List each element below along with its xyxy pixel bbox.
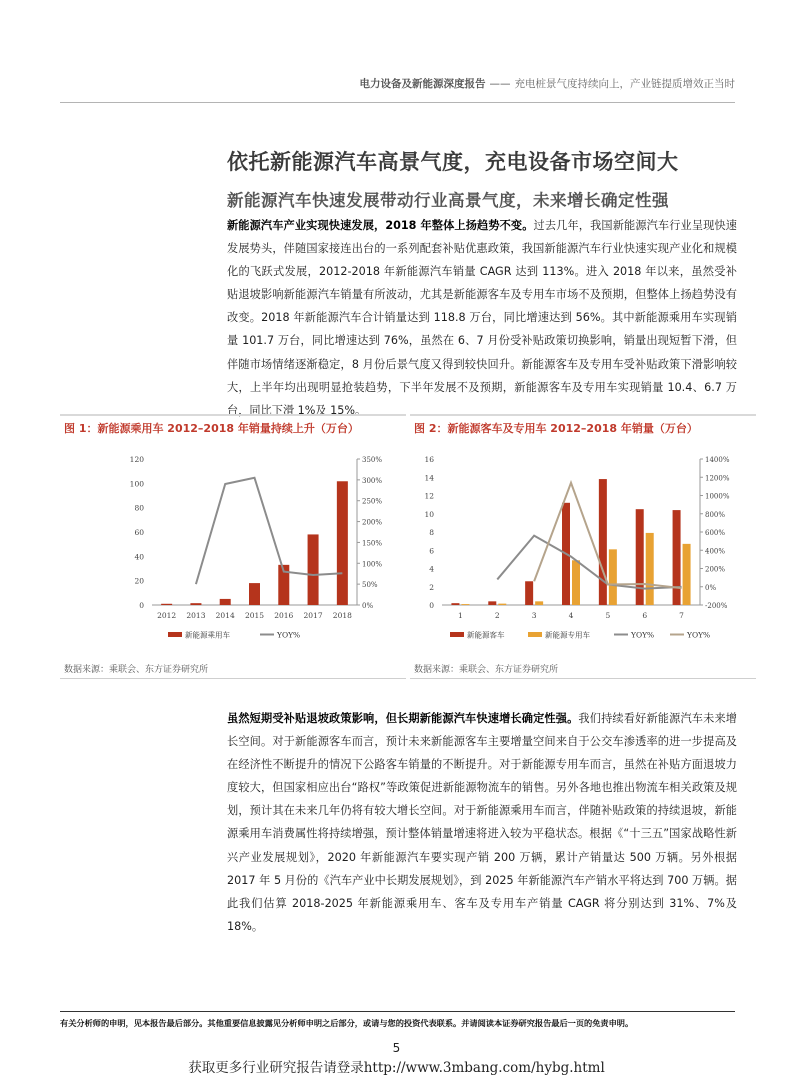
- bar-primary: [525, 581, 533, 605]
- left-tick-label: 0: [139, 601, 144, 610]
- right-tick-label: 0%: [705, 583, 717, 592]
- left-tick-label: 0: [429, 601, 434, 610]
- x-tick-label: 2016: [274, 611, 294, 620]
- x-tick-label: 2017: [303, 611, 323, 620]
- right-tick-label: 150%: [362, 539, 383, 548]
- x-tick-label: 2015: [244, 611, 265, 620]
- legend-swatch: [450, 632, 464, 637]
- left-tick-label: 10: [424, 509, 434, 519]
- section-heading: 依托新能源汽车高景气度，充电设备市场空间大: [227, 150, 679, 174]
- left-tick-label: 6: [429, 546, 434, 556]
- right-tick-label: 50%: [362, 581, 378, 590]
- header-title: 电力设备及新能源深度报告: [359, 78, 486, 90]
- right-tick-label: 1400%: [705, 456, 730, 464]
- x-tick-label: 4: [568, 611, 574, 620]
- x-tick-label: 5: [605, 611, 611, 620]
- figure-1-source: 数据来源：乘联会、东方证券研究所: [64, 665, 209, 675]
- report-header: [60, 76, 735, 103]
- bar-secondary: [646, 533, 654, 605]
- left-tick-label: 60: [134, 528, 144, 537]
- bar-primary: [488, 601, 496, 605]
- bar-primary: [161, 604, 172, 605]
- right-tick-label: 350%: [362, 456, 383, 464]
- figure-1-chart: [60, 446, 406, 656]
- left-tick-label: 14: [424, 473, 434, 483]
- bar-primary: [451, 603, 459, 605]
- paragraph-2-lead: 虽然短期受补贴退坡政策影响，但长期新能源汽车快速增长确定性强。: [227, 712, 579, 725]
- x-tick-label: 7: [679, 611, 684, 620]
- left-tick-label: 100: [129, 479, 144, 489]
- left-tick-label: 12: [424, 491, 434, 501]
- x-tick-label: 2: [494, 611, 500, 620]
- right-tick-label: 400%: [705, 547, 726, 556]
- x-tick-label: 3: [531, 611, 537, 620]
- right-tick-label: 600%: [705, 529, 726, 537]
- left-tick-label: 80: [134, 503, 144, 513]
- bar-secondary: [572, 560, 580, 605]
- left-tick-label: 2: [429, 582, 434, 592]
- figure-2-chart: [410, 446, 736, 656]
- figure-2-source: 数据来源：乘联会、东方证券研究所: [414, 665, 559, 675]
- paragraph-1-lead: 新能源汽车产业实现快速发展，2018 年整体上扬趋势不变。: [227, 219, 534, 232]
- legend-label: 新能源专用车: [545, 630, 590, 640]
- right-tick-label: 250%: [362, 497, 383, 506]
- yoy-line-1: [196, 478, 342, 584]
- figure-1-caption: 图 1：新能源乘用车 2012–2018 年销量持续上升（万台）: [64, 422, 359, 435]
- paragraph-2-body: 我们持续看好新能源汽车未来增长空间。对于新能源客车而言，预计未来新能源客车主要增量空间来自于公交车渗透率的进一步提高及在经济性不断提升的情况下公路客车销量的不断提升。对于新能源专用车而言，虽然在补贴方面退坡力度较大，但国家相应出台“路权”等政策促进新能源物流车的销售。另外各地也推出物流车相关政策及规划，预计其在未来几年仍将有较大增长空间。对于新能源乘用车而言，伴随补贴政策的持续退坡，新能源乘用车消费属性将持续增强，预计整体销量增速将进入较为平稳状态。根据《“十三五”国家战略性新兴产业发展规划》，2020 年新能源汽车要实现产销 200 万辆，累计产销量达 500 万辆。另外根据 2017 年 5 月份的《汽车产业中长期发展规划》，到 2025 年新能源汽车产销水平将达到 700 万辆。据此我们估算 2018-2025 年新能源乘用车、客车及专用车产销量 CAGR 将分别达到 31%、7%及 18%。: [227, 712, 737, 933]
- header-subtitle: 充电桩景气度持续向上，产业链提质增效正当时: [514, 78, 735, 90]
- left-tick-label: 20: [134, 576, 144, 586]
- x-tick-label: 6: [642, 611, 648, 620]
- right-tick-label: 0%: [362, 602, 374, 610]
- x-tick-label: 2012: [157, 611, 177, 620]
- bar-primary: [636, 509, 644, 605]
- left-tick-label: 8: [429, 528, 434, 537]
- bar-secondary: [461, 604, 469, 605]
- right-tick-label: 800%: [705, 510, 726, 519]
- legend-swatch: [168, 632, 182, 637]
- legend-label: YOY%: [687, 630, 711, 640]
- legend-swatch: [528, 632, 542, 637]
- page-number: 5: [392, 1041, 401, 1055]
- legend-label: 新能源客车: [467, 630, 505, 640]
- figure-2-caption: 图 2：新能源客车及专用车 2012–2018 年销量（万台）: [414, 422, 698, 435]
- paragraph-1: [227, 214, 737, 422]
- bar-primary: [599, 479, 607, 605]
- x-tick-label: 2018: [332, 611, 352, 620]
- promo-link-text[interactable]: 获取更多行业研究报告请登录http://www.3mbang.com/hybg.html: [188, 1060, 605, 1076]
- right-tick-label: -200%: [705, 602, 728, 610]
- bar-secondary: [535, 601, 543, 605]
- bar-primary: [249, 583, 260, 605]
- legend-label: YOY%: [631, 630, 655, 640]
- bar-primary: [190, 603, 201, 605]
- bar-secondary: [609, 549, 617, 605]
- left-tick-label: 16: [424, 455, 434, 464]
- figure-1: [60, 414, 406, 679]
- paragraph-2: [227, 707, 737, 938]
- bar-primary: [337, 481, 348, 605]
- bar-primary: [220, 599, 231, 605]
- left-tick-label: 4: [429, 564, 434, 574]
- right-tick-label: 200%: [362, 518, 383, 527]
- disclaimer-footnote: 有关分析师的申明，见本报告最后部分。其他重要信息披露见分析师申明之后部分，或请与您的投资代表联系。并请阅读本证券研究报告最后一页的免责申明。: [60, 1011, 735, 1029]
- right-tick-label: 300%: [362, 476, 383, 485]
- x-tick-label: 1: [458, 611, 463, 620]
- yoy-line-2: [534, 483, 681, 588]
- left-tick-label: 120: [129, 455, 144, 464]
- right-tick-label: 1200%: [705, 474, 730, 483]
- paragraph-1-body: 过去几年，我国新能源汽车行业呈现快速发展势头，伴随国家接连出台的一系列配套补贴优惠政策，我国新能源汽车行业快速实现产业化和规模化的飞跃式发展，2012-2018 年新能源汽车销量 CAGR 达到 113%。进入 2018 年以来，虽然受补贴退坡影响新能源汽车销量有所波动，尤其是新能源客车及专用车市场不及预期，但整体上扬趋势没有改变。2018 年新能源汽车合计销量达到 118.8 万台，同比增速达到 56%。其中新能源乘用车实现销量 101.7 万台，同比增速达到 76%，虽然在 6、7 月份受补贴政策切换影响，销量出现短暂下滑，但伴随市场情绪逐渐稳定，8 月份后景气度又得到较快回升。新能源客车及专用车受补贴政策下滑影响较大，上半年均出现明显抢装趋势，下半年发展不及预期，新能源客车及专用车实现销量 10.4、6.7 万台，同比下滑 1%及 15%。: [227, 219, 737, 417]
- right-tick-label: 200%: [705, 565, 726, 574]
- header-separator: ——: [489, 78, 511, 90]
- yoy-line-1: [497, 536, 681, 589]
- bar-primary: [308, 534, 319, 605]
- bar-primary: [673, 510, 681, 605]
- bar-secondary: [683, 544, 691, 605]
- right-tick-label: 100%: [362, 560, 383, 569]
- legend-label: 新能源乘用车: [185, 630, 230, 640]
- subsection-heading: 新能源汽车快速发展带动行业高景气度，未来增长确定性强: [227, 191, 669, 210]
- figure-2: [410, 414, 756, 679]
- bar-secondary: [498, 604, 506, 605]
- left-tick-label: 40: [134, 552, 144, 562]
- x-tick-label: 2014: [215, 611, 235, 620]
- right-tick-label: 1000%: [705, 492, 730, 501]
- x-tick-label: 2013: [186, 611, 206, 620]
- legend-label: YOY%: [277, 630, 301, 640]
